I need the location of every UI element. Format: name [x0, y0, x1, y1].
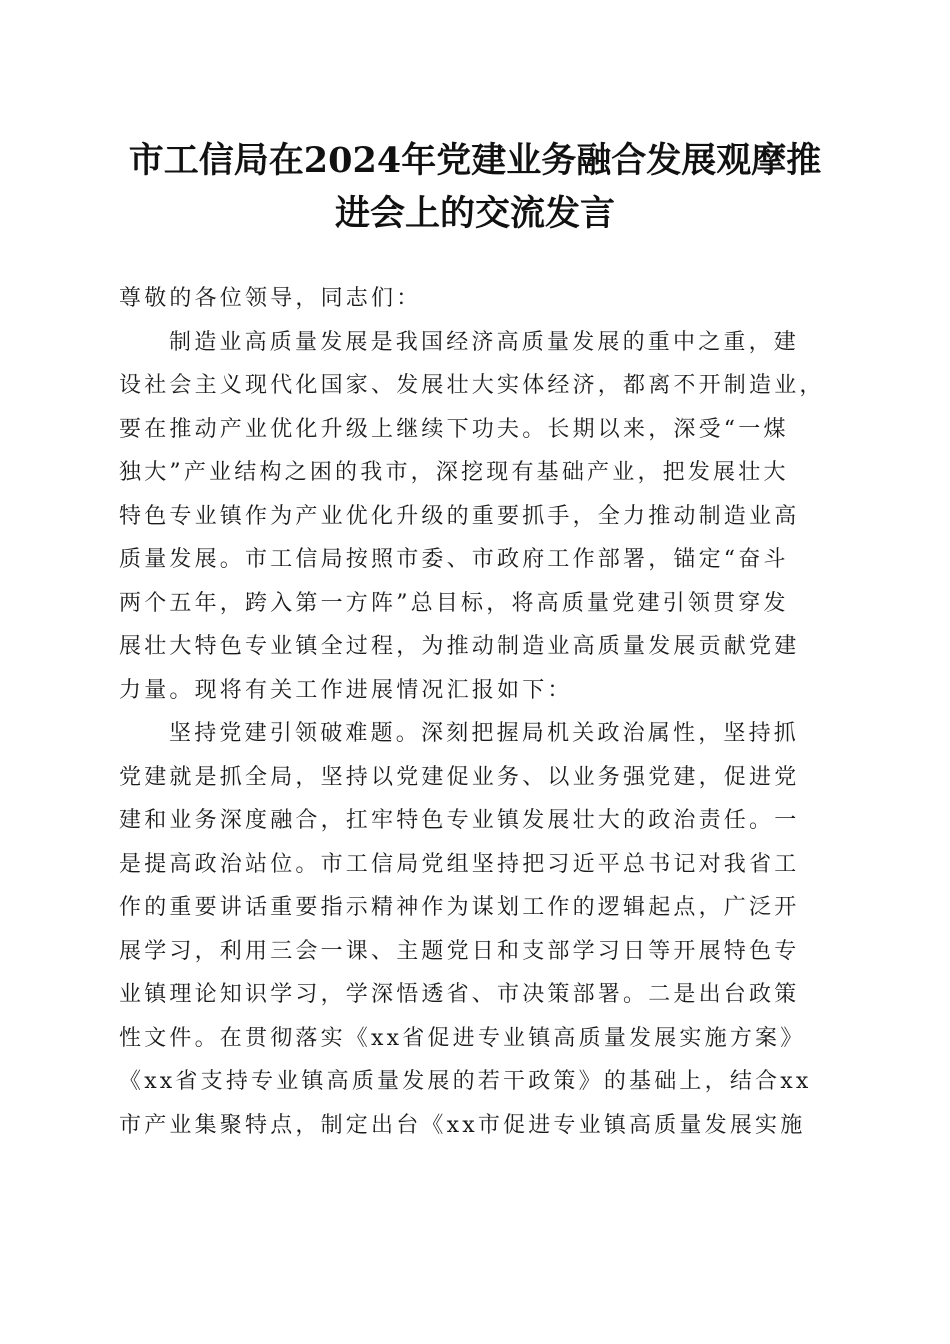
paragraph-line: 质量发展。市工信局按照市委、市政府工作部署，锚定“奋斗 — [119, 547, 789, 572]
paragraph-line: 制造业高质量发展是我国经济高质量发展的重中之重，建 — [169, 329, 800, 355]
paragraph-line: 是提高政治站位。市工信局党组坚持把习近平总书记对我省工 — [119, 851, 800, 877]
paragraph-line: 设社会主义现代化国家、发展壮大实体经济，都离不开制造业， — [119, 373, 825, 398]
paragraph-line: 《xx省支持专业镇高质量发展的若干政策》的基础上，结合xx — [119, 1069, 812, 1094]
paragraph-line: 独大”产业结构之困的我市，深挖现有基础产业，把发展壮大 — [119, 460, 789, 485]
paragraph-line: 力量。现将有关工作进展情况汇报如下： — [119, 677, 573, 703]
document-title — [90, 134, 860, 240]
paragraph-line: 展壮大特色专业镇全过程，为推动制造业高质量发展贡献党建 — [119, 634, 800, 659]
salutation: 尊敬的各位领导，同志们： — [119, 286, 422, 311]
paragraph-1 — [119, 321, 831, 713]
paragraph-line: 两个五年，跨入第一方阵”总目标，将高质量党建引领贯穿发 — [119, 590, 789, 616]
paragraph-2 — [119, 712, 831, 1147]
paragraph-line: 展学习，利用三会一课、主题党日和支部学习日等开展特色专 — [119, 938, 800, 964]
paragraph-line: 党建就是抓全局，坚持以党建促业务、以业务强党建，促进党 — [119, 764, 800, 790]
paragraph-line: 要在推动产业优化升级上继续下功夫。长期以来，深受“一煤 — [119, 416, 789, 442]
title-line-2: 进会上的交流发言 — [334, 193, 615, 234]
paragraph-line: 坚持党建引领破难题。深刻把握局机关政治属性，坚持抓 — [169, 721, 800, 746]
paragraph-line: 业镇理论知识学习，学深悟透省、市决策部署。二是出台政策 — [119, 982, 800, 1007]
paragraph-line: 建和业务深度融合，扛牢特色专业镇发展壮大的政治责任。一 — [119, 808, 800, 833]
paragraph-line: 市产业集聚特点，制定出台《xx市促进专业镇高质量发展实施 — [119, 1112, 806, 1138]
paragraph-line: 特色专业镇作为产业优化升级的重要抓手，全力推动制造业高 — [119, 503, 800, 529]
paragraph-line: 性文件。在贯彻落实《xx省促进专业镇高质量发展实施方案》 — [119, 1025, 806, 1051]
title-line-1: 市工信局在2024年党建业务融合发展观摩推 — [128, 140, 822, 181]
paragraph-line: 作的重要讲话重要指示精神作为谋划工作的逻辑起点，广泛开 — [119, 895, 800, 920]
document-body — [119, 277, 831, 1147]
